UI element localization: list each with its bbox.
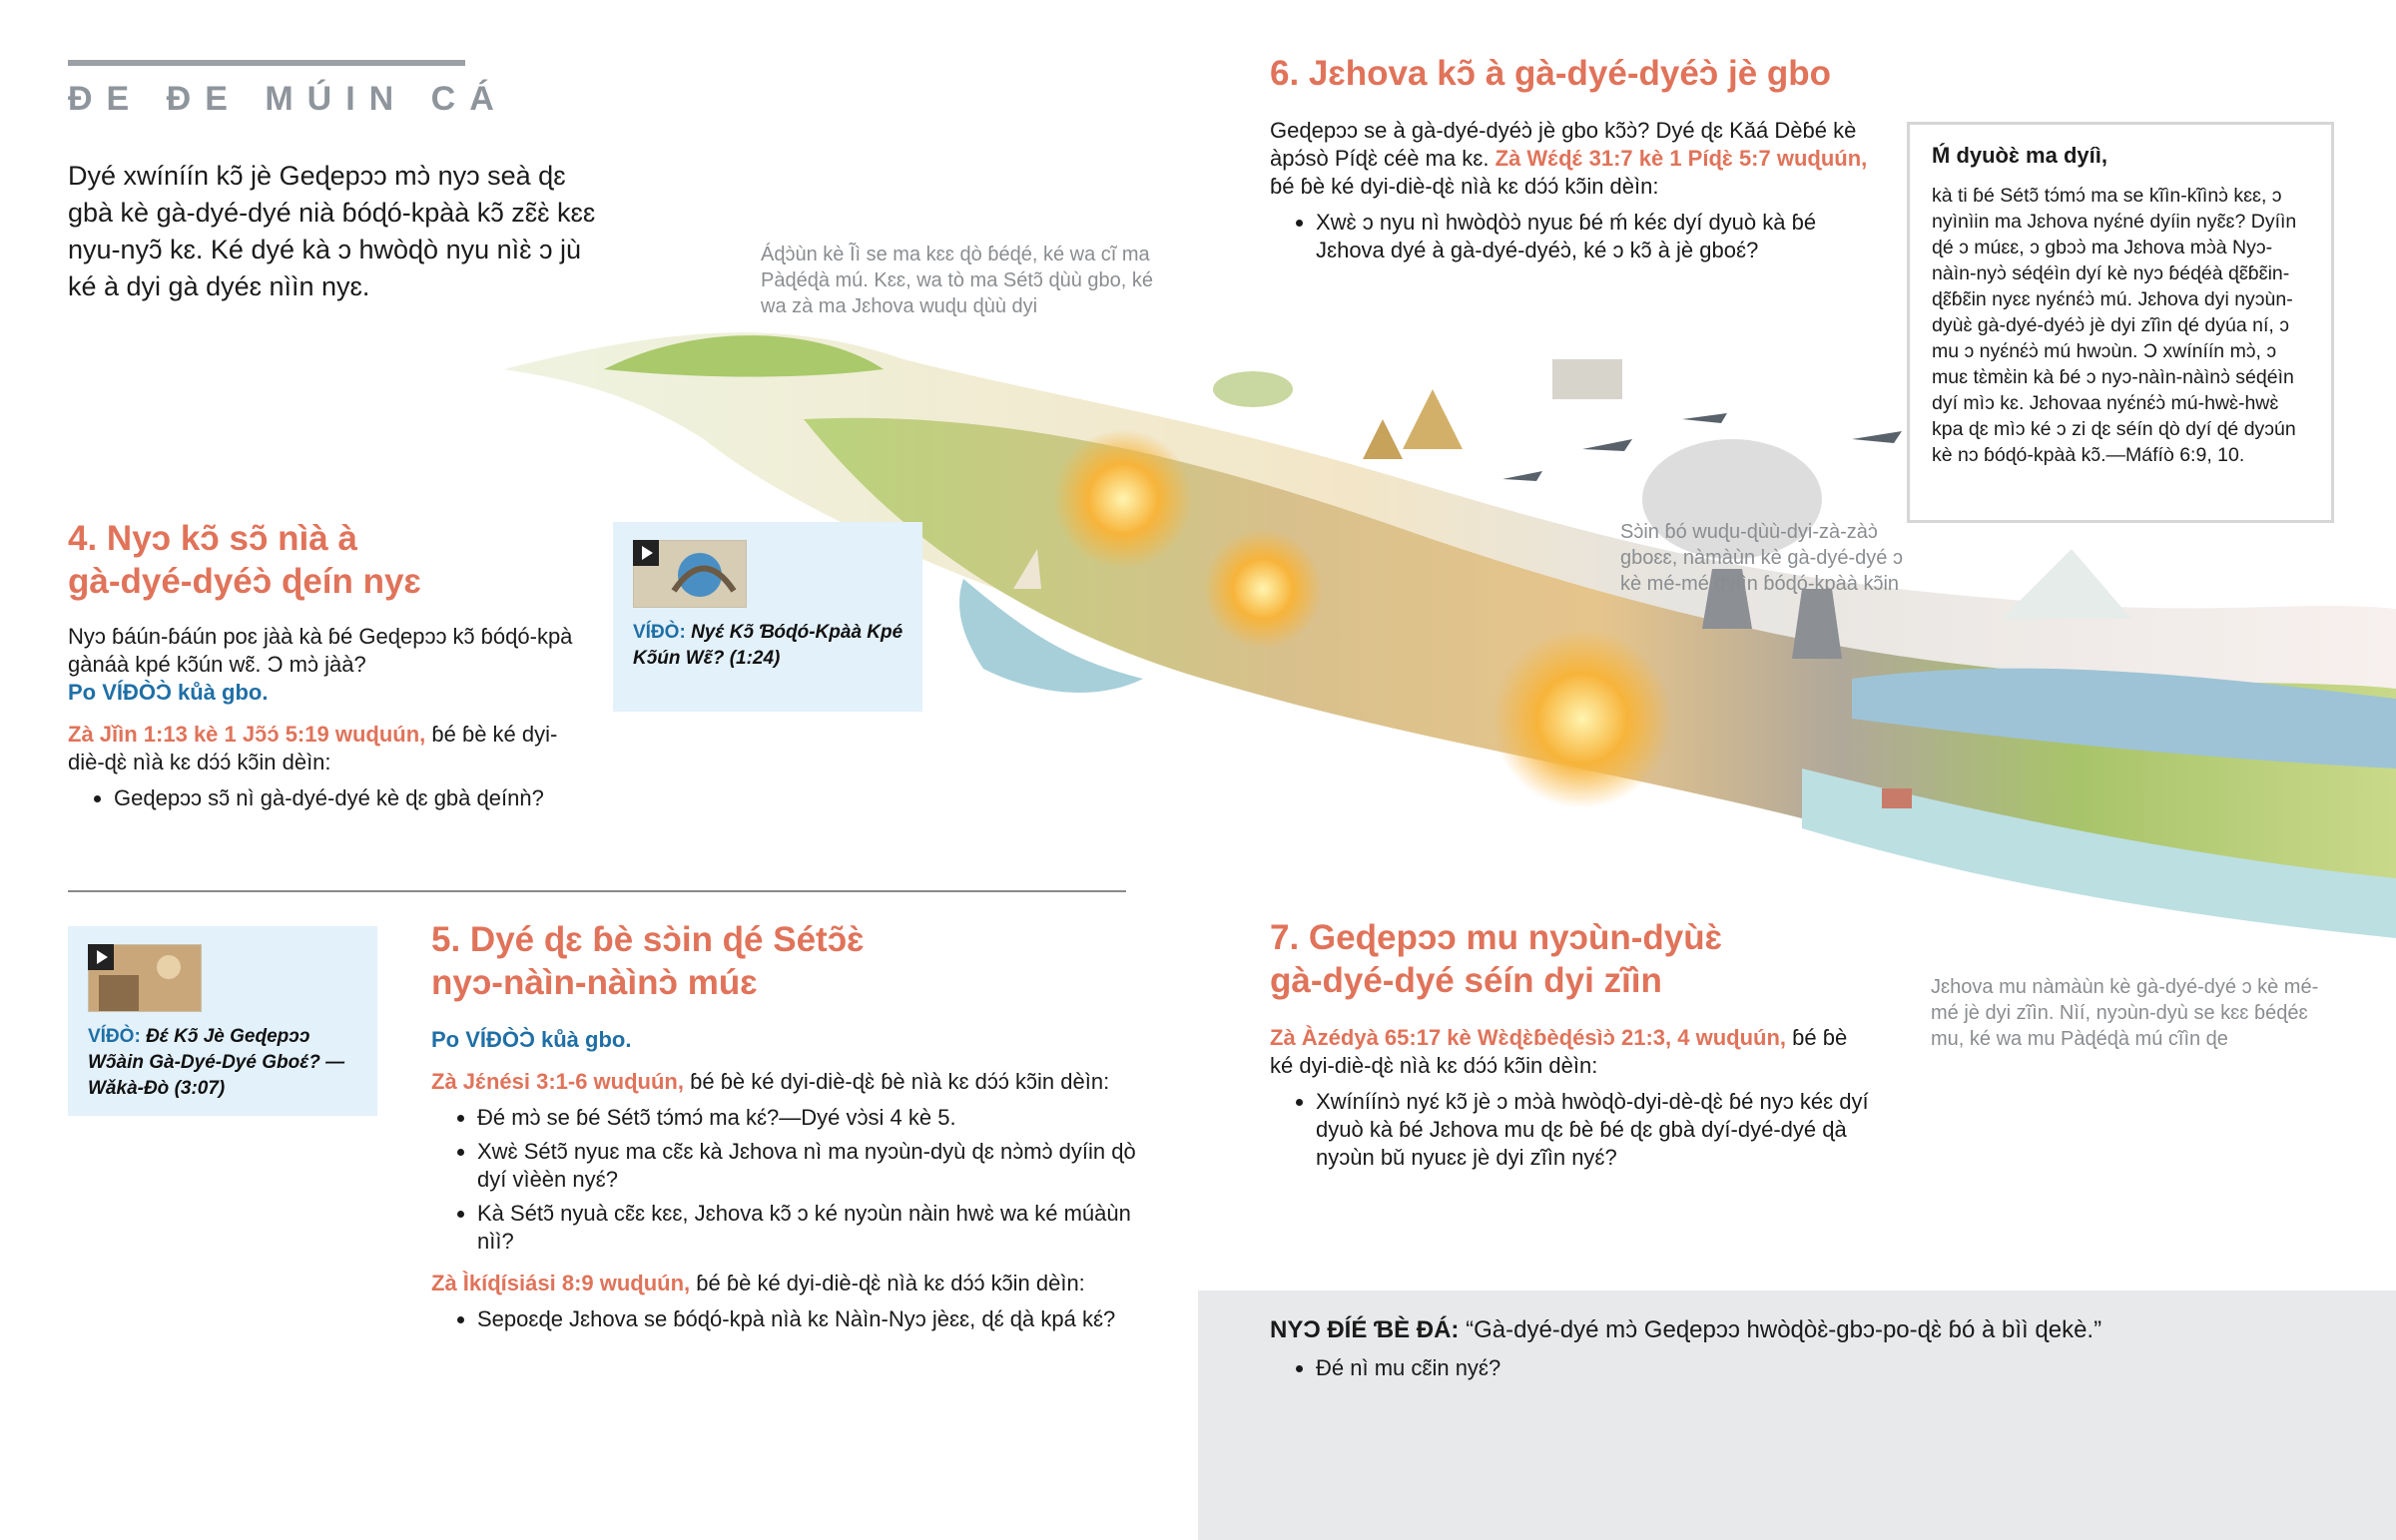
top-rule <box>68 60 465 66</box>
section-5-video-link[interactable]: Po VÍƉÒƆ̀ kůà gbo. <box>431 1027 632 1052</box>
summary-box <box>1198 1290 2396 1540</box>
caption-prayer: Sɔ̀in ɓó wuɖu-ɖùù-dyi-zà-zàɔ̀ gboɛɛ, nàmàùn kè gà-dyé-dyé ɔ kè mé-mé dyíìn ɓóɖó-kpàà kɔ̃in <box>1620 521 1903 595</box>
prayer-sidebar <box>1907 122 2334 523</box>
summary-item: • Ɖé nì mu cɛ̃in nyɛ́? <box>1316 1354 2101 1382</box>
question-item: • Kà Sétɔ̃ nyuà cɛ̃ɛ kɛɛ, Jɛhova kɔ̃ ɔ ké nyɔùn nàin hwɛ̀ wa ké múàùn nìì? <box>477 1200 1150 1256</box>
section-6-title: 6. Jɛhova kɔ̃ à gà-dyé-dyéɔ̀ jè gbo <box>1270 54 1832 93</box>
video-card-2[interactable] <box>68 926 377 1116</box>
caption-eden: Áɖɔ̀ùn kè Ĩì se ma kɛɛ ɖò ɓéɖé, ké wa cĩ ma Pàɖéɖà mú. Kɛɛ, wa tò ma Sétɔ̃ ɖùù gbo, ké wa zà ma Jɛhova wuɖu ɖùù dyi <box>761 244 1154 317</box>
play-icon[interactable] <box>633 540 659 566</box>
section-divider <box>68 890 1126 892</box>
section-4-scripture: Zà Jǐìn 1:13 kè 1 Jɔ̃ɔ́ 5:19 wuɖuún, ɓé ɓè ké dyi-diè-ɖɛ̀ nìà kɛ dɔ́ɔ́ kɔ̃in dèìn: <box>68 722 558 774</box>
section-4-body: Nyɔ ɓáún-ɓáún poɛ jàà kà ɓé Geɖepɔɔ kɔ̃ ɓóɖó-kpà gànáà kpé kɔ̃ún wɛ̃. Ɔ mɔ̀ jàà? <box>68 624 573 677</box>
question-item: • Xwíníínɔ̀ nyɛ́ kɔ̃ jè ɔ mɔ̀à hwòɖò-dyi-dè-ɖɛ̀ ɓé nyɔ kéɛ dyí dyuò kà ɓé Jɛhova mu ɖɛ ɓè ɓé ɖɛ gbà dyí-dyé-dyé ɖà nyɔùn bǔ nyuɛɛ jè dyi zĩìn nyɛ́? <box>1316 1088 1869 1172</box>
question-item: • Ɖé mɔ̀ se ɓé Sétɔ̃ tɔ́mɔ́ ma kɛ́?—Dyé vɔ̀si 4 kè 5. <box>477 1104 1150 1132</box>
summary-question: NYƆ ƉÍÉ ƁÈ ƉÁ: “Gà-dyé-dyé mɔ̀ Geɖepɔɔ hwòɖòɛ̀-gbɔ-po-ɖɛ̀ ɓó à bìì ɖekè.” • Ɖé nì mu cɛ̃in nyɛ́? <box>1270 1316 2101 1388</box>
section-4-questions <box>68 784 587 812</box>
summary-bullets <box>1270 1354 2101 1382</box>
section-5-scripture-2: Zà Ìkíɖísiási 8:9 wuɖuún, ɓé ɓè ké dyi-diè-ɖɛ̀ nìà kɛ dɔ́ɔ́ kɔ̃in dèìn: <box>431 1271 1085 1295</box>
question-item: • Sepoɛɖe Jɛhova se ɓóɖó-kpà nìà kɛ Nàìn-Nyɔ jèɛɛ, ɖɛ́ ɖà kpá kɛ́? <box>477 1305 1150 1333</box>
play-icon[interactable] <box>88 944 114 970</box>
sidebar-body: kà ti ɓé Sétɔ̃ tɔ́mɔ́ ma se kĩìn-kĩìnɔ̀ kɛɛ, ɔ nyìnìin ma Jɛhova nyɛ́né dyíin nyɛ̃ɛ? Dyíìn ɖé ɔ múɛɛ, ɔ gbɔɔ̀ ma Jɛhova mɔ̀à Nyɔ-nàìn-nyɔ̀ séɖéìn dyí kè nyɔ ɓéɖéà ɖɛ̃ɓɛ̃in-ɖɛ̃ɓɛ̃in nyɛɛ nyɛ́nɛ́ɔ̀ mú. Jɛhova dyi nyɔùn-dyùɛ̀ gà-dyé-dyéɔ̀ jè dyi zĩìn ɖé dyúa ní, ɔ mu ɔ nyɛ́nɛ́ɔ̀ mú hwɔùn. Ɔ xwíníín mɔ̀, ɔ muɛ tɛ̀mɛ̀in kà ɓé ɔ nyɔ-nàìn-nàìnɔ̀ séɖéìn dyí mìɔ kɛ. Jɛhovaa nyɛ́nɛ́ɔ̀ mú-hwɛ̀-hwɛ̀ kpa ɖɛ mìɔ ké ɔ zi ɖɛ séín ɖò dyí ɖé dyɔún kè nɔ ɓóɖó-kpàà kɔ̃.—Máfíò 6:9, 10. <box>1932 185 2297 466</box>
caption-paradise: Jɛhova mu nàmàùn kè gà-dyé-dyé ɔ kè mé-mé jè dyi zĩìn. Nìí, nyɔùn-dyù se kɛɛ ɓéɖéɛ mu, ké wa mu Pàɖéɖà mú cĩìn ɖe <box>1931 976 2319 1050</box>
section-4-video-link[interactable]: Po VÍƉÒƆ̀ kůà gbo. <box>68 680 269 705</box>
video-2-caption: VÍƉÒ: Ɖɛ́ Kɔ̃ Jè Geɖepɔɔ Wɔ̃àin Gà-Dyé-Dyé Gboɛ́? —Wǎkà-Ɖò (3:07) <box>88 1026 345 1099</box>
section-6-questions <box>1270 209 1889 264</box>
video-1-caption: VÍƉÒ: Nyɛ́ Kɔ̃ Ɓóɖó-Kpàà Kpé Kɔ̃ún Wɛ̃? (1:24) <box>633 622 903 669</box>
section-5-title: 5. Dyé ɖɛ ɓè sɔ̀in ɖé Sétɔ̃ɛ̀ nyɔ-nàìn-nàìnɔ̀ múɛ <box>431 920 865 1002</box>
question-item: • Geɖepɔɔ sɔ̃ nì gà-dyé-dyé kè ɖɛ gbà ɖeínǹ? <box>114 784 587 812</box>
intro-text: Dyé xwíníín kɔ̃ jè Geɖepɔɔ mɔ̀ nyɔ seà ɖɛ gbà kè gà-dyé-dyé nià ɓóɖó-kpàà kɔ̃ zɛ̃ɛ̀ kɛɛ nyu-nyɔ̃ kɛ. Ké dyé kà ɔ hwòɖò nyu nìɛ̀ ɔ jù ké à dyi gà dyéɛ nììn nyɛ. <box>68 161 596 301</box>
section-7 <box>1270 916 1869 1178</box>
section-5 <box>431 918 1150 1339</box>
section-4-title: 4. Nyɔ kɔ̃ sɔ̃ nìà à gà-dyé-dyéɔ̀ ɖeín nyɛ <box>68 519 421 601</box>
question-item: • Xwɛ̀ Sétɔ̃ nyuɛ ma cɛ̃ɛ kà Jɛhova nì ma nyɔùn-dyù ɖɛ nɔ̀mɔ̀ dyíin ɖò dyí vìèèn nyɛ́? <box>477 1138 1150 1194</box>
section-6-body: Geɖepɔɔ se à gà-dyé-dyéɔ̀ jè gbo kɔ̃ɔ̀? Dyé ɖɛ Kǎá Dèɓé kè àpɔ́sò Píɖɛ̀ céè ma kɛ. Zà Wɛ́ɖɛ́ 31:7 kè 1 Píɖɛ̀ 5:7 wuɖuún, ɓé ɓè ké dyi-diè-ɖɛ̀ nìà kɛ dɔ́ɔ́ kɔ̃in dèìn: <box>1270 118 1868 199</box>
sidebar-title: Ḿ dyuòɛ̀ ma dyíì, <box>1932 143 2107 168</box>
section-4 <box>68 517 587 818</box>
section-7-questions <box>1270 1088 1869 1172</box>
lesson-kicker: ƉE ƉE MÚIN CÁ <box>68 80 508 118</box>
section-7-title: 7. Geɖepɔɔ mu nyɔùn-dyùɛ̀ gà-dyé-dyé séín dyi zĩìn <box>1270 918 1723 1000</box>
section-5-questions-1 <box>431 1104 1150 1256</box>
section-6 <box>1270 52 1889 270</box>
section-7-scripture: Zà Àzédyà 65:17 kè Wɛ̀ɖɛ̀ɓèɖésìɔ̀ 21:3, 4 wuɖuún, ɓé ɓè ké dyi-diè-ɖɛ̀ nìà kɛ dɔ́ɔ́ kɔ̃in dèìn: <box>1270 1025 1848 1078</box>
section-5-scripture-1: Zà Jɛ́nési 3:1-6 wuɖuún, ɓé ɓè ké dyi-diè-ɖɛ̀ ɓè nìà kɛ dɔ́ɔ́ kɔ̃in dèìn: <box>431 1069 1110 1094</box>
question-item: • Xwɛ̀ ɔ nyu nì hwòɖòɔ̀ nyuɛ ɓé ḿ kéɛ dyí dyuò kà ɓé Jɛhova dyé à gà-dyé-dyéɔ̀, ké ɔ kɔ̃ à jè gboɛ́? <box>1316 209 1889 264</box>
video-card-1[interactable] <box>613 522 922 712</box>
section-5-questions-2 <box>431 1305 1150 1333</box>
